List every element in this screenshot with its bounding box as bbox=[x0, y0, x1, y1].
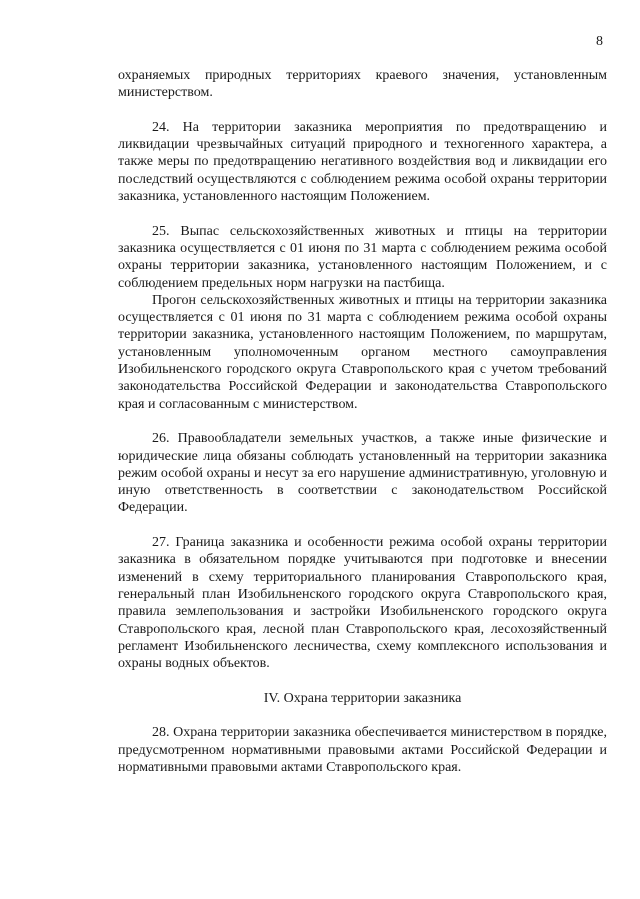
section-heading: IV. Охрана территории заказника bbox=[263, 690, 462, 706]
paragraph-continuation: охраняемых природных территориях краевого значения, установленным министерством. bbox=[118, 68, 607, 101]
paragraph-28: 28. Охрана территории заказника обеспечивается министерством в порядке, предусмотренном нормативными правовыми актами Российской Федерации и нормативными правовыми актами Ставропольского края. bbox=[118, 725, 607, 775]
paragraph-25: 25. Выпас сельскохозяйственных животных и птицы на территории заказника осуществляется с 01 июня по 31 марта с соблюдением режима особой охраны территории заказника, установленного настоящим Положением, и с соблюдением предельных норм нагрузки на пастбища. bbox=[118, 223, 607, 291]
document-body bbox=[118, 67, 607, 776]
paragraph-27: 27. Граница заказника и особенности режима особой охраны территории заказника в обязательном порядке учитываются при подготовке и внесении изменений в схему территориального планирования Ставропольского края, генеральный план Изобильненского городского округа Ставропольского края, правила землепользования и застройки Изобильненского городского округа Ставропольского края, лесной план Ставропольского края, лесохозяйственный регламент Изобильненского лесничества, схему комплексного использования и охраны водных объектов. bbox=[118, 535, 607, 672]
paragraph-24: 24. На территории заказника мероприятия по предотвращению и ликвидации чрезвычайных ситуаций природного и техногенного характера, а также меры по предотвращению негативного воздействия вод и ликвидации его последствий осуществляются с соблюдением режима особой охраны территории заказника, установленного настоящим Положением. bbox=[118, 119, 607, 205]
paragraph-25-continued: Прогон сельскохозяйственных животных и птицы на территории заказника осуществляется с 01 июня по 31 марта с соблюдением режима особой охраны территории заказника, установленного настоящим Положением, по маршрутам, установленным уполномоченным органом местного самоуправления Изобильненского городского округа Ставропольского края с учетом требований законодательства Российской Федерации и законодательства Ставропольского края и согласованным с министерством. bbox=[118, 292, 607, 412]
paragraph-26: 26. Правообладатели земельных участков, а также иные физические и юридические лица обязаны соблюдать установленный на территории заказника режим особой охраны и несут за его нарушение административную, уголовную и иную ответственность в соответствии с законодательством Российской Федерации. bbox=[118, 431, 607, 516]
page-number: 8 bbox=[596, 34, 603, 49]
